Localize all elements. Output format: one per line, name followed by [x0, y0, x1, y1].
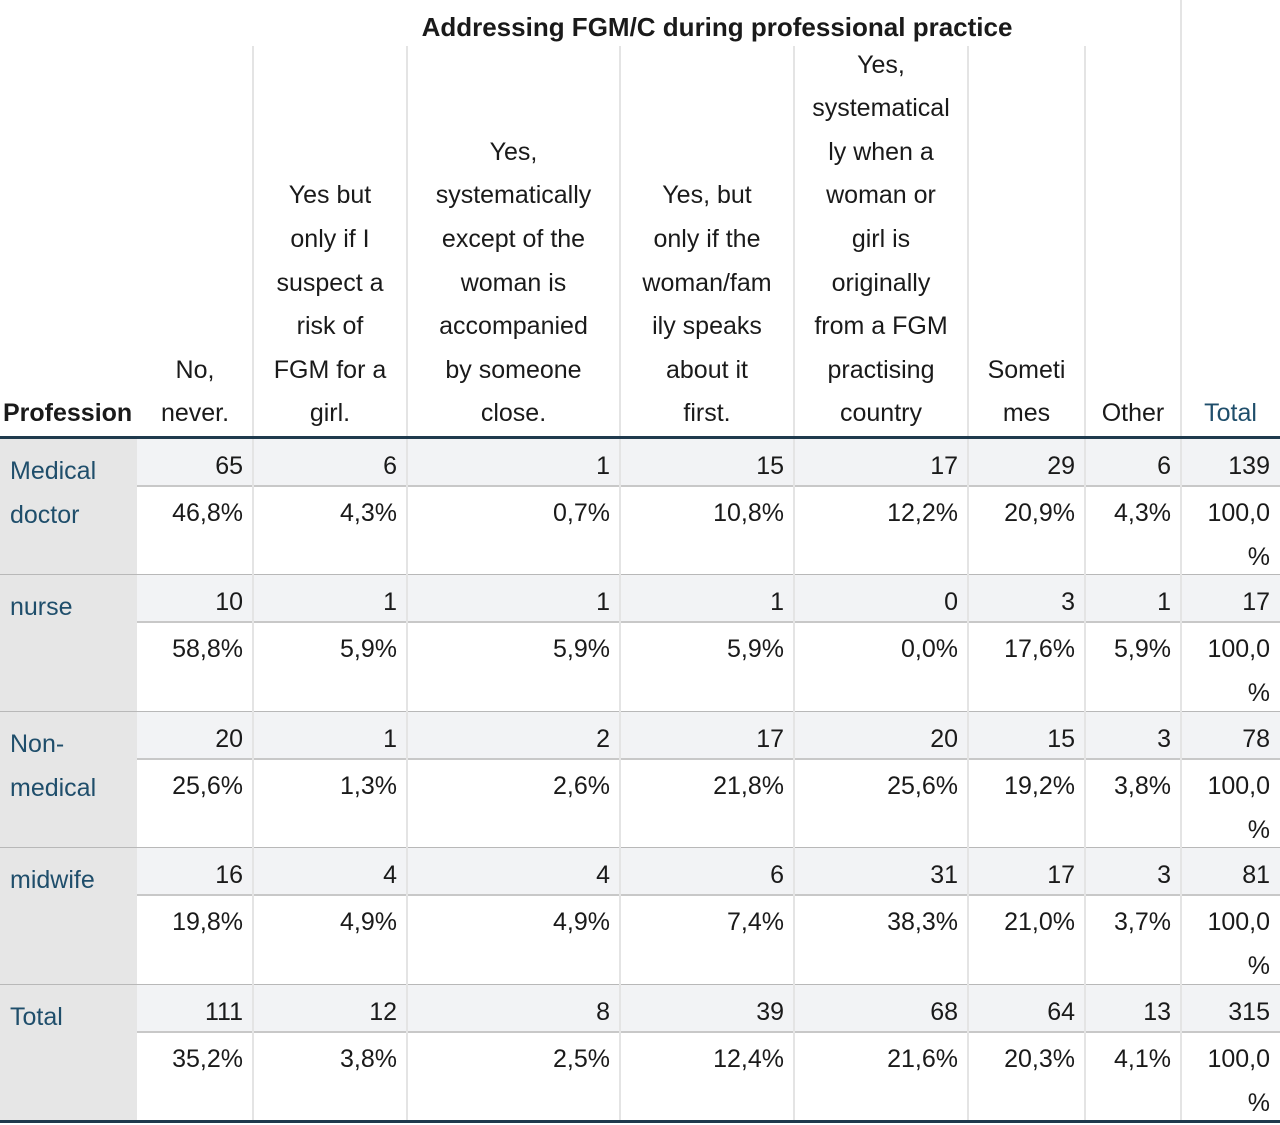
count-cell: 15 — [756, 452, 784, 480]
count-cell: 1 — [383, 588, 397, 617]
count-cell: 6 — [383, 452, 397, 480]
count-cell: 0 — [944, 588, 958, 617]
percent-cell: 0,7% — [553, 499, 610, 527]
header-text-line: accompanied — [439, 312, 588, 341]
count-cell: 1 — [1157, 588, 1171, 617]
count-cell: 1 — [383, 724, 397, 753]
header-text-line: only if the — [653, 225, 761, 254]
header-col-total — [1181, 46, 1280, 436]
header-text-line: close. — [480, 399, 547, 428]
count-cell: 4 — [596, 861, 610, 890]
percent-cell: 21,6% — [887, 1044, 958, 1073]
header-text-line: mes — [1002, 399, 1051, 428]
percent-cell: 0,0% — [901, 635, 958, 664]
column-divider — [967, 46, 969, 1121]
percent-cell: 1,3% — [340, 771, 397, 800]
percent-cell: 4,3% — [340, 499, 397, 527]
header-col-other — [1085, 46, 1181, 436]
percent-cell: 38,3% — [887, 908, 958, 937]
count-cell: 17 — [1242, 588, 1270, 617]
header-text-line: Yes but — [288, 181, 372, 210]
count-cell: 17 — [1047, 861, 1075, 890]
row-label-line: nurse — [10, 593, 73, 622]
header-text-line: girl. — [309, 399, 351, 428]
row-label-line: Total — [10, 1002, 63, 1031]
count-cell: 4 — [383, 861, 397, 890]
percent-suffix: % — [1247, 952, 1270, 981]
header-text-line: ily speaks — [652, 312, 762, 341]
percent-cell: 46,8% — [172, 499, 243, 527]
header-text-line: about it — [665, 355, 748, 384]
count-cell: 8 — [596, 997, 610, 1026]
row-label-line: Non- — [10, 729, 65, 758]
row-label-line: midwife — [10, 866, 95, 895]
percent-cell: 2,5% — [553, 1044, 610, 1073]
count-cell: 6 — [770, 861, 784, 890]
header-col-no-never — [137, 46, 253, 436]
column-divider — [252, 46, 254, 1121]
column-divider — [406, 46, 408, 1121]
percent-cell: 2,6% — [553, 771, 610, 800]
row-label-line: medical — [10, 773, 97, 802]
count-cell: 15 — [1047, 724, 1075, 753]
count-cell: 10 — [215, 588, 243, 617]
header-text-line: Yes, — [857, 50, 905, 79]
header-rule — [0, 436, 1280, 439]
header-text-line: only if I — [290, 225, 370, 254]
percent-suffix: % — [1247, 815, 1270, 844]
count-cell: 81 — [1242, 861, 1270, 890]
table-bottom-rule — [0, 1120, 1280, 1123]
percent-suffix: % — [1247, 543, 1270, 571]
header-text-line: practising — [827, 355, 935, 384]
count-cell: 65 — [215, 452, 243, 480]
count-cell: 64 — [1047, 997, 1075, 1026]
column-divider — [1180, 0, 1182, 1121]
row-label-line: doctor — [10, 501, 80, 529]
percent-cell: 19,2% — [1004, 771, 1075, 800]
header-text-line: by someone — [445, 355, 582, 384]
percent-cell: 100,0 — [1207, 908, 1270, 937]
count-cell: 1 — [596, 452, 610, 480]
header-text-line: systematically — [435, 181, 592, 210]
count-cell: 29 — [1047, 452, 1075, 480]
header-text-line: country — [840, 399, 922, 428]
header-text-line: systematical — [812, 94, 950, 123]
header-text-line: Someti — [987, 355, 1066, 384]
header-text-line: Yes, but — [662, 181, 752, 210]
percent-cell: 25,6% — [887, 771, 958, 800]
header-text-line: from a FGM — [814, 312, 948, 341]
percent-cell: 5,9% — [340, 635, 397, 664]
header-text-line: originally — [831, 268, 931, 297]
header-text-line: suspect a — [276, 268, 384, 297]
percent-cell: 4,9% — [340, 908, 397, 937]
count-cell: 12 — [369, 997, 397, 1026]
header-text-line: ly when a — [828, 137, 934, 166]
row-label-2 — [0, 712, 137, 848]
count-cell: 31 — [930, 861, 958, 890]
header-text-line: except of the — [441, 225, 586, 254]
count-cell: 13 — [1143, 997, 1171, 1026]
header-text-line: woman/fam — [642, 268, 772, 297]
header-text-line: Other — [1101, 399, 1165, 428]
count-cell: 16 — [215, 861, 243, 890]
header-text-line: never. — [160, 399, 230, 428]
percent-cell: 3,8% — [340, 1044, 397, 1073]
count-cell: 20 — [930, 724, 958, 753]
percent-cell: 21,8% — [713, 771, 784, 800]
count-cell: 39 — [756, 997, 784, 1026]
count-cell: 78 — [1242, 724, 1270, 753]
percent-cell: 12,4% — [713, 1044, 784, 1073]
column-divider — [793, 46, 795, 1121]
count-cell: 17 — [756, 724, 784, 753]
count-cell: 17 — [930, 452, 958, 480]
percent-cell: 20,9% — [1004, 499, 1075, 527]
header-profession — [3, 46, 137, 436]
percent-cell: 12,2% — [887, 499, 958, 527]
row-label-4 — [0, 985, 137, 1121]
column-divider — [619, 46, 621, 1121]
count-cell: 139 — [1228, 452, 1270, 480]
percent-cell: 5,9% — [1114, 635, 1171, 664]
header-col-yes-systematic-origin — [794, 46, 968, 436]
percent-cell: 10,8% — [713, 499, 784, 527]
count-cell: 111 — [204, 997, 243, 1026]
header-text-line: Yes, — [489, 137, 538, 166]
header-text-line: risk of — [296, 312, 364, 341]
count-cell: 3 — [1157, 724, 1171, 753]
percent-suffix: % — [1247, 1088, 1270, 1117]
row-label-1 — [0, 575, 137, 711]
count-cell: 2 — [596, 724, 610, 753]
percent-cell: 20,3% — [1004, 1044, 1075, 1073]
percent-cell: 100,0 — [1207, 499, 1270, 527]
header-text-line: woman or — [826, 181, 936, 210]
header-total-label: Total — [1204, 399, 1257, 428]
header-col-yes-if-speaks — [620, 46, 794, 436]
percent-cell: 5,9% — [727, 635, 784, 664]
percent-cell: 4,3% — [1114, 499, 1171, 527]
count-cell: 3 — [1061, 588, 1075, 617]
header-text-line: first. — [683, 399, 731, 428]
header-profession-label: Profession — [3, 399, 133, 428]
percent-cell: 3,7% — [1114, 908, 1171, 937]
header-text-line: girl is — [851, 225, 911, 254]
percent-cell: 25,6% — [172, 771, 243, 800]
count-cell: 3 — [1157, 861, 1171, 890]
percent-suffix: % — [1247, 679, 1270, 708]
count-cell: 20 — [215, 724, 243, 753]
row-label-3 — [0, 848, 137, 984]
percent-cell: 100,0 — [1207, 771, 1270, 800]
percent-cell: 100,0 — [1207, 1044, 1270, 1073]
percent-cell: 17,6% — [1004, 635, 1075, 664]
row-label-line: Medical — [10, 457, 97, 485]
percent-cell: 7,4% — [727, 908, 784, 937]
percent-cell: 5,9% — [553, 635, 610, 664]
count-cell: 315 — [1228, 997, 1270, 1026]
count-cell: 1 — [770, 588, 784, 617]
percent-cell: 19,8% — [172, 908, 243, 937]
percent-cell: 4,1% — [1114, 1044, 1171, 1073]
count-cell: 6 — [1157, 452, 1171, 480]
percent-cell: 21,0% — [1004, 908, 1075, 937]
percent-cell: 3,8% — [1114, 771, 1171, 800]
count-cell: 1 — [596, 588, 610, 617]
count-cell: 68 — [930, 997, 958, 1026]
header-col-sometimes — [968, 46, 1085, 436]
header-text-line: woman is — [460, 268, 567, 297]
row-label-0 — [0, 439, 137, 575]
header-text-line: No, — [175, 355, 215, 384]
percent-cell: 4,9% — [553, 908, 610, 937]
header-col-yes-if-suspect — [253, 46, 407, 436]
table-title: Addressing FGM/C during professional practice — [421, 12, 1013, 42]
percent-cell: 35,2% — [172, 1044, 243, 1073]
percent-cell: 58,8% — [172, 635, 243, 664]
header-text-line: FGM for a — [273, 355, 387, 384]
column-divider — [1084, 46, 1086, 1121]
percent-cell: 100,0 — [1207, 635, 1270, 664]
header-col-yes-systematic-except — [407, 46, 620, 436]
